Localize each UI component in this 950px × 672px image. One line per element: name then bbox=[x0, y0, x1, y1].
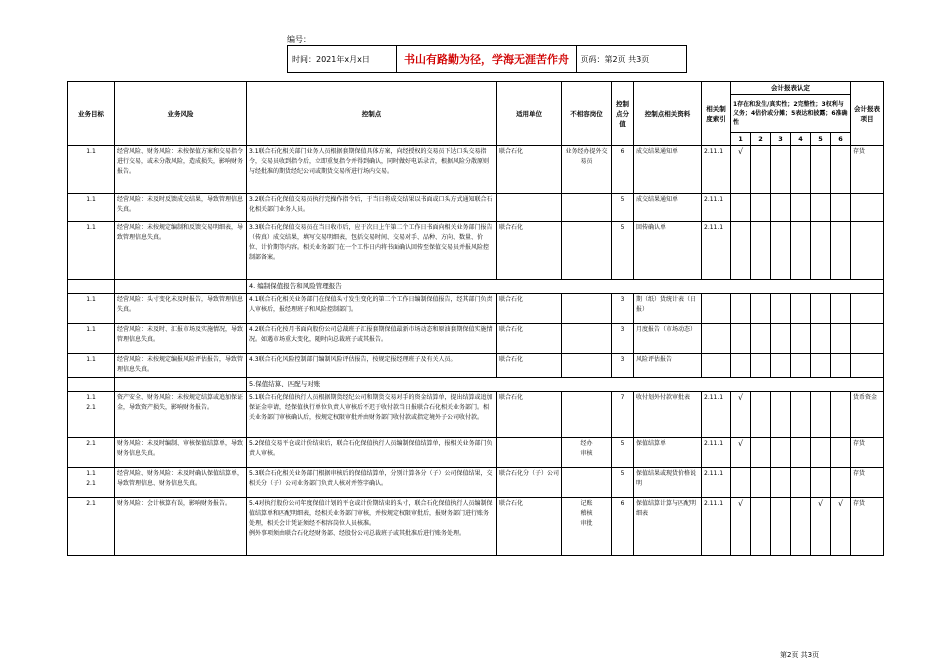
index-cell: 2.11.1 bbox=[702, 222, 731, 280]
check-cell bbox=[751, 392, 771, 438]
item-cell: 存货 bbox=[851, 468, 884, 498]
check-cell bbox=[791, 294, 811, 324]
col-item: 会计报表项目 bbox=[851, 82, 884, 146]
score-cell: 3 bbox=[612, 294, 634, 324]
item-cell: 存货 bbox=[851, 438, 884, 468]
col-score: 控制点分值 bbox=[612, 82, 634, 146]
motto: 书山有路勤为径，学海无涯苦作舟 bbox=[397, 46, 576, 72]
col-report-group: 会计报表认定 bbox=[731, 82, 851, 95]
docs-cell: 保值结果或现货价格说明 bbox=[634, 468, 702, 498]
goal-cell: 1.1 2.1 bbox=[68, 468, 115, 498]
table-row bbox=[68, 438, 884, 468]
unit-cell: 联合石化 bbox=[497, 222, 562, 280]
check-cell bbox=[751, 354, 771, 378]
risk-cell: 经营风险、财务风险：未按保值方案和交易指令进行交易，或未分散风险，造成损失，影响财务报告。 bbox=[115, 146, 247, 194]
incompat-cell bbox=[562, 194, 612, 222]
unit-cell bbox=[497, 194, 562, 222]
check-cell bbox=[771, 354, 791, 378]
check-cell bbox=[751, 324, 771, 354]
incompat-cell bbox=[562, 222, 612, 280]
section-spacer bbox=[68, 378, 115, 392]
check-cell bbox=[771, 392, 791, 438]
check-cell bbox=[731, 324, 751, 354]
incompat-cell bbox=[562, 324, 612, 354]
check-cell bbox=[771, 498, 791, 556]
risk-cell: 财务风险：会计核算有误，影响财务报告。 bbox=[115, 498, 247, 556]
check-cell bbox=[831, 468, 851, 498]
incompat-cell bbox=[562, 468, 612, 498]
col-docs: 控制点相关资料 bbox=[634, 82, 702, 146]
index-cell: 2.11.1 bbox=[702, 146, 731, 194]
index-cell: 2.11.1 bbox=[702, 498, 731, 556]
score-cell: 5 bbox=[612, 194, 634, 222]
docs-cell: 成交结果通知单 bbox=[634, 146, 702, 194]
check-cell: √ bbox=[811, 498, 831, 556]
docs-cell: 收付划外付款审批表 bbox=[634, 392, 702, 438]
check-cell bbox=[791, 392, 811, 438]
check-cell bbox=[751, 194, 771, 222]
check-cell bbox=[791, 324, 811, 354]
index-cell: 2.11.1 bbox=[702, 438, 731, 468]
unit-cell: 联合石化 bbox=[497, 146, 562, 194]
check-cell bbox=[811, 438, 831, 468]
check-cell bbox=[771, 294, 791, 324]
goal-cell: 1.1 bbox=[68, 146, 115, 194]
incompat-cell bbox=[562, 392, 612, 438]
col-risk: 业务风险 bbox=[115, 82, 247, 146]
docs-cell: 保值结算单 bbox=[634, 438, 702, 468]
unit-cell: 联合石化 bbox=[497, 294, 562, 324]
risk-cell: 经营风险：未及时、汇报市场及实施情况，导致管理信息失真。 bbox=[115, 324, 247, 354]
page-label: 页码：第2页 共3页 bbox=[580, 54, 650, 64]
risk-cell: 经营风险：未及时反馈成交结果，导致管理信息失真。 bbox=[115, 194, 247, 222]
goal-cell: 1.1 bbox=[68, 294, 115, 324]
section-spacer bbox=[115, 280, 247, 294]
check-cell bbox=[831, 392, 851, 438]
check-cell bbox=[791, 438, 811, 468]
unit-cell: 联合石化分（子）公司 bbox=[497, 468, 562, 498]
index-cell: 2.11.1 bbox=[702, 194, 731, 222]
risk-cell: 财务风险：未及时编制、审核保值结算单，导致财务信息失真。 bbox=[115, 438, 247, 468]
index-cell: 2.11.1 bbox=[702, 468, 731, 498]
section-title: 4. 编制保值报告和风险管理报告 bbox=[247, 280, 884, 294]
assert-num: 2 bbox=[751, 133, 771, 146]
item-cell bbox=[851, 354, 884, 378]
check-cell bbox=[791, 354, 811, 378]
table-row bbox=[68, 146, 884, 194]
risk-cell: 资产安全、财务风险：未按规定结算或追加保证金，导致资产损失，影响财务报告。 bbox=[115, 392, 247, 438]
check-cell bbox=[811, 392, 831, 438]
control-cell: 4.1联合石化相关业务部门在保值头寸发生变化的第二个工作日编制保值报告，经其部门负责人审核后，报经理班子和风险控制部门。 bbox=[247, 294, 497, 324]
number-label: 编号： bbox=[287, 35, 311, 44]
check-cell bbox=[791, 146, 811, 194]
assert-num: 5 bbox=[811, 133, 831, 146]
check-cell bbox=[831, 354, 851, 378]
check-cell bbox=[791, 222, 811, 280]
check-cell bbox=[751, 498, 771, 556]
item-cell bbox=[851, 324, 884, 354]
check-cell bbox=[731, 354, 751, 378]
check-cell bbox=[831, 222, 851, 280]
goal-cell: 2.1 bbox=[68, 498, 115, 556]
incompat-cell bbox=[562, 354, 612, 378]
assert-num: 4 bbox=[791, 133, 811, 146]
check-cell: √ bbox=[731, 392, 751, 438]
item-cell: 存货 bbox=[851, 498, 884, 556]
table-row bbox=[68, 222, 884, 280]
docs-cell: 保值结算计算与匹配明细表 bbox=[634, 498, 702, 556]
docs-cell: 成交结果通知单 bbox=[634, 194, 702, 222]
check-cell bbox=[731, 294, 751, 324]
control-table bbox=[67, 81, 884, 556]
risk-cell: 经营风险、财务风险：未及时确认保值结算单，导致管理信息、财务信息失真。 bbox=[115, 468, 247, 498]
risk-cell: 经营风险：未按规定编制和反馈交易明细表，导致管理信息失真。 bbox=[115, 222, 247, 280]
check-cell bbox=[771, 222, 791, 280]
docs-cell: 风险评估报告 bbox=[634, 354, 702, 378]
col-index: 相关制度索引 bbox=[702, 82, 731, 146]
incompat-cell bbox=[562, 294, 612, 324]
item-cell: 货币资金 bbox=[851, 392, 884, 438]
check-cell: √ bbox=[731, 146, 751, 194]
score-cell: 5 bbox=[612, 438, 634, 468]
control-cell: 4.3联合石化风险控制部门编制风险评估报告，按规定报经理班子及有关人员。 bbox=[247, 354, 497, 378]
score-cell: 5 bbox=[612, 222, 634, 280]
control-cell: 4.2联合石化按月书面向股份公司总裁班子汇报套期保值最新市场动态和原油套期保值实施情况。如遇市场重大变化，随时向总裁班子或其报告。 bbox=[247, 324, 497, 354]
score-cell: 3 bbox=[612, 324, 634, 354]
control-cell: 5.3联合石化相关业务部门根据审核后的保值结算单，分别计算各分（子）公司保值结果，交相关分（子）公司业务部门负责人核对并签字确认。 bbox=[247, 468, 497, 498]
index-cell bbox=[702, 354, 731, 378]
check-cell bbox=[751, 468, 771, 498]
index-cell bbox=[702, 294, 731, 324]
col-incompat: 不相容岗位 bbox=[562, 82, 612, 146]
check-cell bbox=[771, 194, 791, 222]
unit-cell bbox=[497, 438, 562, 468]
score-cell: 6 bbox=[612, 146, 634, 194]
item-cell bbox=[851, 294, 884, 324]
check-cell bbox=[811, 324, 831, 354]
goal-cell: 1.1 2.1 bbox=[68, 392, 115, 438]
check-cell bbox=[771, 324, 791, 354]
goal-cell: 1.1 bbox=[68, 324, 115, 354]
check-cell bbox=[731, 194, 751, 222]
assert-num: 3 bbox=[771, 133, 791, 146]
index-cell bbox=[702, 324, 731, 354]
check-cell bbox=[751, 222, 771, 280]
table-row bbox=[68, 294, 884, 324]
assert-num: 6 bbox=[831, 133, 851, 146]
table-row bbox=[68, 392, 884, 438]
check-cell bbox=[831, 324, 851, 354]
control-cell: 3.2联合石化保值交易员执行完操作指令后，于当日将成交结果以书面或口头方式通知联合石化相关部门业务人员。 bbox=[247, 194, 497, 222]
unit-cell: 联合石化 bbox=[497, 392, 562, 438]
item-cell bbox=[851, 222, 884, 280]
section-row bbox=[68, 280, 884, 294]
page-header bbox=[287, 34, 687, 74]
check-cell bbox=[831, 146, 851, 194]
docs-cell: 回传确认单 bbox=[634, 222, 702, 280]
control-cell: 5.2保值交易平仓或计价结束后，联合石化保值执行人员编制保值结算单，报相关业务部门负责人审核。 bbox=[247, 438, 497, 468]
table-row bbox=[68, 468, 884, 498]
control-cell: 5.1联合石化保值执行人员根据期货经纪公司和期货交易对手的资金结算单，提出结算或追加保证金申请，经保值执行单位负责人审核后不迟于收付款当日报联合石化相关业务部门。相关业务部门审核确认后，按规定权限审批并由财务部门收付款或指定境外子公司收付款。 bbox=[247, 392, 497, 438]
check-cell: √ bbox=[731, 438, 751, 468]
control-cell: 3.1联合石化相关部门业务人员根据套期保值具体方案，向经授权的交易员下达口头交易指令，交易员收到指令后，立即重复指令并得到确认，同时做好电话录音，根据风险分散原则与经批准的期货经纪公司或期货交易所进行场内交易。 bbox=[247, 146, 497, 194]
check-cell bbox=[751, 294, 771, 324]
check-cell bbox=[771, 468, 791, 498]
incompat-cell: 业务经办提外交易员 bbox=[562, 146, 612, 194]
col-assertions: 1存在和发生/真实性；2完整性；3权利与义务；4估价或分摊；5表达和披露；6准确性 bbox=[731, 95, 851, 133]
check-cell bbox=[791, 468, 811, 498]
risk-cell: 经营风险：未按规定编报风险评估报告，导致管理信息失真。 bbox=[115, 354, 247, 378]
score-cell: 3 bbox=[612, 354, 634, 378]
check-cell bbox=[811, 468, 831, 498]
section-spacer bbox=[115, 378, 247, 392]
table-row bbox=[68, 324, 884, 354]
check-cell bbox=[811, 146, 831, 194]
section-row bbox=[68, 378, 884, 392]
check-cell bbox=[771, 438, 791, 468]
goal-cell: 1.1 bbox=[68, 222, 115, 280]
index-cell: 2.11.1 bbox=[702, 392, 731, 438]
incompat-cell: 记账 稽核 审批 bbox=[562, 498, 612, 556]
docs-cell: 月度报告（市场动态） bbox=[634, 324, 702, 354]
col-control: 控制点 bbox=[247, 82, 497, 146]
unit-cell: 联合石化 bbox=[497, 354, 562, 378]
time-label: 时间：2021年x月x日 bbox=[288, 46, 397, 72]
table-row bbox=[68, 354, 884, 378]
control-cell: 5.4对执行股份公司年度保值计划的平仓或计价期结束的头寸，联合石化保值执行人员编制保值结算单和匹配明细表，经相关业务部门审核，并按规定权限审批后，报财务部门进行账务处理，相关会计凭证须经不相容岗位人员核准。 例外事项须由联合石化经财务部、经股份公司总裁班子或其批准后进行账务处理。 bbox=[247, 498, 497, 556]
goal-cell: 1.1 bbox=[68, 354, 115, 378]
docs-cell: 期（纸）货统计表（日报） bbox=[634, 294, 702, 324]
score-cell: 7 bbox=[612, 392, 634, 438]
check-cell bbox=[811, 194, 831, 222]
assert-num: 1 bbox=[731, 133, 751, 146]
control-cell: 3.3联合石化保值交易员在当日收市后，应于次日上午第二个工作日书面向相关业务部门报告（传真）成交结果，填写交易明细表，包括交易时间、交易对手、品种、方向、数量、价位、计价期等内容。相关业务部门在一个工作日内将书面确认回传至保值交易员并报风险控制部备案。 bbox=[247, 222, 497, 280]
unit-cell: 联合石化 bbox=[497, 324, 562, 354]
col-unit: 适用单位 bbox=[497, 82, 562, 146]
item-cell: 存货 bbox=[851, 146, 884, 194]
score-cell: 6 bbox=[612, 498, 634, 556]
check-cell bbox=[811, 294, 831, 324]
check-cell: √ bbox=[831, 498, 851, 556]
check-cell bbox=[731, 222, 751, 280]
goal-cell: 1.1 bbox=[68, 194, 115, 222]
check-cell bbox=[791, 498, 811, 556]
check-cell: √ bbox=[731, 498, 751, 556]
check-cell bbox=[751, 146, 771, 194]
unit-cell: 联合石化 bbox=[497, 498, 562, 556]
item-cell bbox=[851, 194, 884, 222]
table-row bbox=[68, 194, 884, 222]
check-cell bbox=[831, 438, 851, 468]
goal-cell: 2.1 bbox=[68, 438, 115, 468]
check-cell bbox=[731, 468, 751, 498]
check-cell bbox=[791, 194, 811, 222]
section-title: 5.保值结算、匹配与对账 bbox=[247, 378, 884, 392]
table-row bbox=[68, 498, 884, 556]
section-spacer bbox=[68, 280, 115, 294]
check-cell bbox=[831, 194, 851, 222]
check-cell bbox=[811, 222, 831, 280]
page-footer: 第2页 共3页 bbox=[780, 651, 820, 659]
header-box bbox=[287, 45, 687, 73]
check-cell bbox=[811, 354, 831, 378]
check-cell bbox=[771, 146, 791, 194]
col-goal: 业务目标 bbox=[68, 82, 115, 146]
incompat-cell: 经办 审核 bbox=[562, 438, 612, 468]
risk-cell: 经营风险：头寸变化未及时报告，导致管理信息失真。 bbox=[115, 294, 247, 324]
score-cell: 5 bbox=[612, 468, 634, 498]
check-cell bbox=[831, 294, 851, 324]
check-cell bbox=[751, 438, 771, 468]
